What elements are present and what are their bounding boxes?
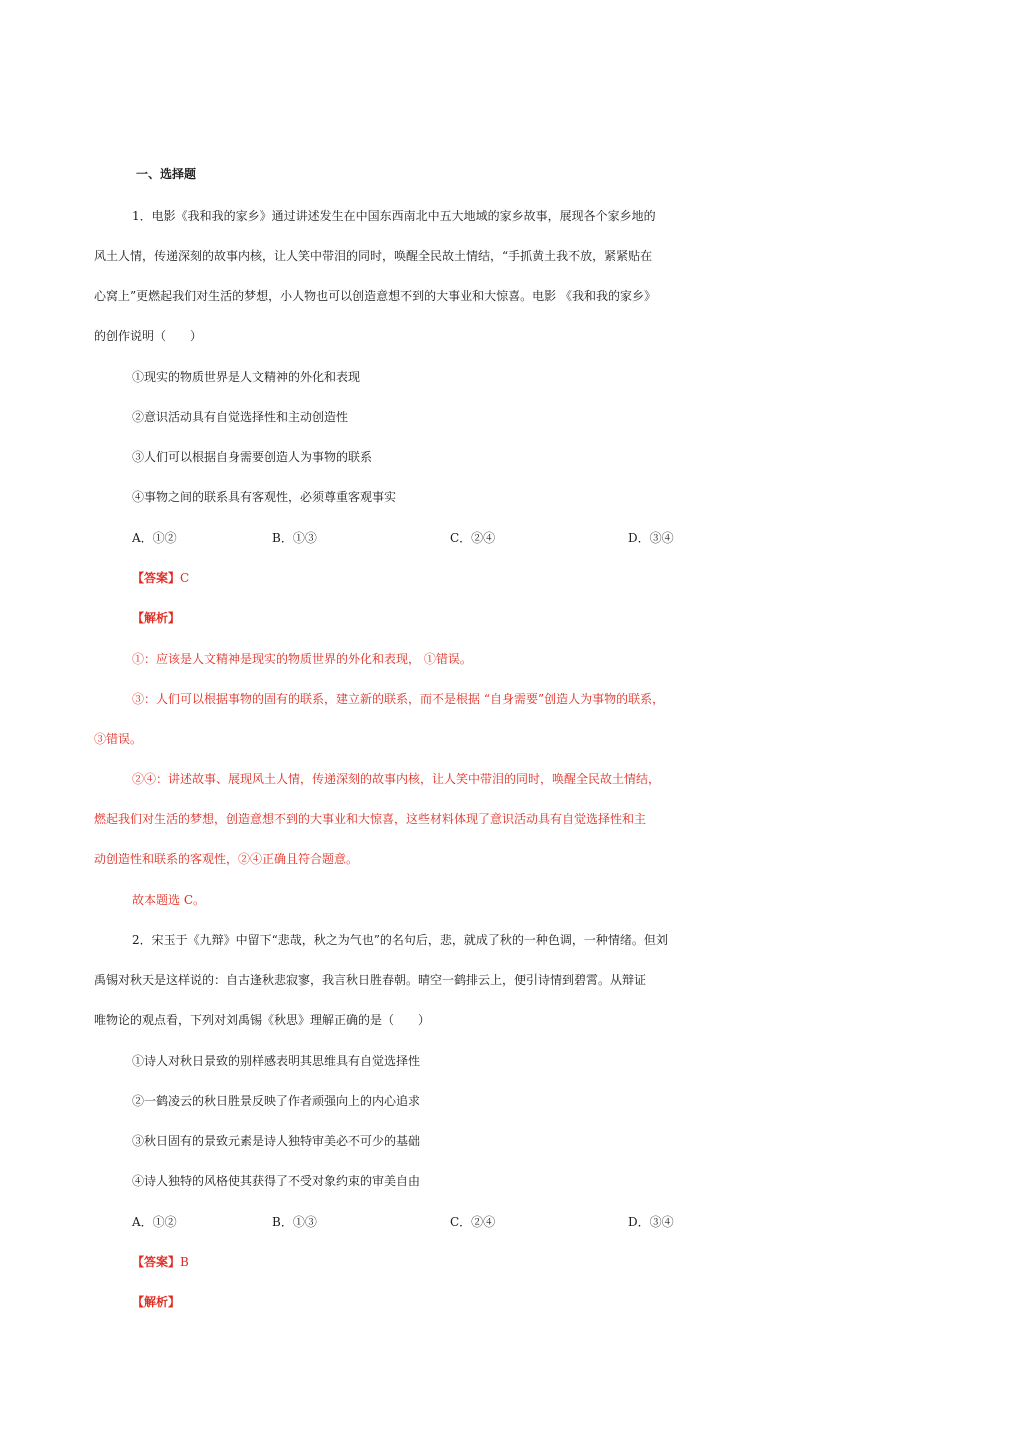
section-title: 一、选择题 (136, 167, 197, 181)
q1-analysis-line-4: ②④：讲述故事、展现风土人情，传递深刻的故事内核，让人笑中带泪的同时，唤醒全民故土情结， (132, 772, 661, 786)
q1-stem-line-4: 的创作说明（ ） (94, 329, 203, 343)
q2-stem-line-3: 唯物论的观点看，下列对刘禹锡《秋思》理解正确的是（ ） (94, 1013, 431, 1027)
q1-item-1: ①现实的物质世界是人文精神的外化和表现 (132, 370, 361, 384)
q1-option-c: C．②④ (450, 531, 496, 545)
q2-option-d: D．③④ (628, 1215, 674, 1229)
q2-item-1: ①诗人对秋日景致的别样感表明其思维具有自觉选择性 (132, 1054, 421, 1068)
q2-stem-line-2: 禹锡对秋天是这样说的：自古逢秋悲寂寥，我言秋日胜春朝。晴空一鹤排云上，便引诗情到碧霄。从辩证 (94, 973, 647, 987)
q1-answer-value: C (180, 571, 190, 585)
q2-item-3: ③秋日固有的景致元素是诗人独特审美必不可少的基础 (132, 1134, 421, 1148)
q2-item-2: ②一鹤凌云的秋日胜景反映了作者顽强向上的内心追求 (132, 1094, 421, 1108)
q1-analysis-line-6: 动创造性和联系的客观性，②④正确且符合题意。 (94, 852, 359, 866)
q1-option-d: D．③④ (628, 531, 674, 545)
q1-stem-line-3: 心窝上”更燃起我们对生活的梦想，小人物也可以创造意想不到的大事业和大惊喜。电影 《我和我的家乡》 (94, 289, 656, 303)
q1-answer (0, 566, 1024, 590)
q1-analysis-line-3: ③错误。 (94, 732, 143, 746)
q2-option-a: A．①② (132, 1215, 177, 1229)
q1-item-2: ②意识活动具有自觉选择性和主动创造性 (132, 410, 349, 424)
q2-stem-line-1: 2．宋玉于《九辩》中留下“悲哉，秋之为气也”的名句后，悲，就成了秋的一种色调，一种情绪。但刘 (132, 933, 668, 947)
q2-answer-value: B (180, 1255, 189, 1269)
q1-analysis-label-text: 【解析】 (132, 611, 181, 625)
q2-analysis-label-text: 【解析】 (132, 1295, 181, 1309)
q1-stem-line-1: 1．电影《我和我的家乡》通过讲述发生在中国东西南北中五大地域的家乡故事，展现各个家乡地的 (132, 209, 656, 223)
q2-option-c: C．②④ (450, 1215, 496, 1229)
q1-answer-label: 【答案】 (132, 571, 181, 585)
q1-options (0, 526, 1024, 550)
q1-option-a: A．①② (132, 531, 177, 545)
q2-answer-label: 【答案】 (132, 1255, 181, 1269)
q1-analysis-line-2: ③：人们可以根据事物的固有的联系，建立新的联系，而不是根据 “自身需要”创造人为事物的联系， (132, 692, 665, 706)
q1-item-4: ④事物之间的联系具有客观性，必须尊重客观事实 (132, 490, 397, 504)
q1-conclusion: 故本题选 C。 (132, 893, 205, 907)
q2-option-b: B．①③ (272, 1215, 317, 1229)
q1-option-b: B．①③ (272, 531, 317, 545)
q1-item-3: ③人们可以根据自身需要创造人为事物的联系 (132, 450, 373, 464)
q2-analysis-label (0, 1290, 1024, 1314)
q2-item-4: ④诗人独特的风格使其获得了不受对象约束的审美自由 (132, 1174, 421, 1188)
q1-analysis-line-5: 燃起我们对生活的梦想，创造意想不到的大事业和大惊喜，这些材料体现了意识活动具有自觉选择性和主 (94, 812, 647, 826)
q1-analysis-line-1: ①：应该是人文精神是现实的物质世界的外化和表现， ①错误。 (132, 652, 472, 666)
q2-answer (0, 1250, 1024, 1274)
q1-stem-line-2: 风土人情，传递深刻的故事内核，让人笑中带泪的同时，唤醒全民故土情结，“手抓黄土我不放，紧紧贴在 (94, 249, 653, 263)
q2-options (0, 1210, 1024, 1234)
q1-analysis-label (0, 606, 1024, 630)
